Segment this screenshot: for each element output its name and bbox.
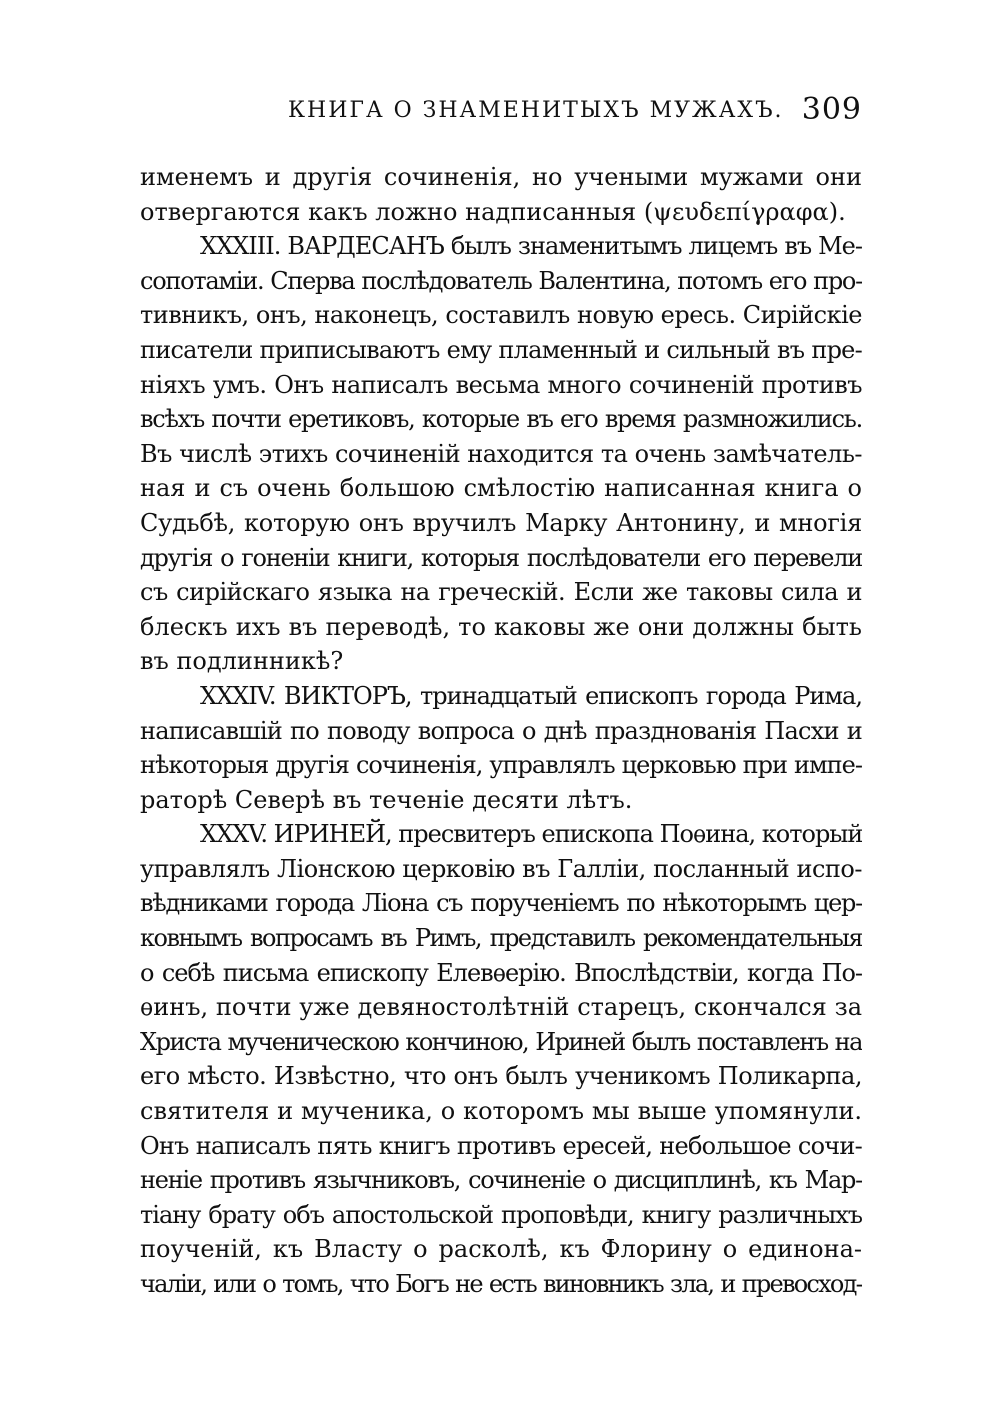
text-line: въ подлинникѣ? <box>140 647 344 676</box>
page-header <box>140 92 870 132</box>
text-line: вѣдниками города Ліона съ порученіемъ по нѣкоторымъ цер- <box>140 889 862 918</box>
text-line: Въ числѣ этихъ сочиненій находится та очень замѣчатель- <box>140 439 862 468</box>
text-line: Судьбѣ, которую онъ вручилъ Марку Антонину, и многія <box>140 508 862 537</box>
text-line: чаліи, или о томъ, что Богъ не есть виновникъ зла, и превосход- <box>140 1270 862 1298</box>
section-heading-line: XXXIV. ВИКТОРЪ, тринадцатый епископъ города Рима, <box>200 681 862 710</box>
text-line: управлялъ Ліонскою церковію въ Галліи, посланный испо- <box>140 854 862 883</box>
text-line: нѣкоторыя другія сочиненія, управлялъ церковью при импе- <box>140 751 862 780</box>
text-line: именемъ и другія сочиненія, но учеными мужами они <box>140 163 862 191</box>
section-heading-line: XXXV. ИРИНЕЙ, пресвитеръ епископа Поѳина, который <box>200 820 862 849</box>
text-line: съ сирійскаго языка на греческій. Если же таковы сила и <box>140 578 862 607</box>
text-line: неніе противъ язычниковъ, сочиненіе о дисциплинѣ, къ Мар- <box>140 1166 862 1195</box>
text-line: всѣхъ почти еретиковъ, которые въ его время размножились. <box>140 405 862 434</box>
text-line: сопотаміи. Сперва послѣдователь Валентина, потомъ его про- <box>140 266 862 295</box>
text-line: тивникъ, онъ, наконецъ, составилъ новую ересь. Сирійскіе <box>140 301 862 330</box>
text-line: написавшій по поводу вопроса о днѣ празднованія Пасхи и <box>140 716 862 745</box>
text-line: другія о гоненіи книги, которыя послѣдователи его перевели <box>140 543 862 572</box>
text-line: писатели приписываютъ ему пламенный и сильный въ пре- <box>140 335 862 364</box>
text-line: поученій, къ Власту о расколѣ, къ Флорину о единона- <box>140 1235 862 1264</box>
text-line: Христа мученическою кончиною, Ириней былъ поставленъ на <box>140 1027 862 1056</box>
text-line: о себѣ письма епископу Елевѳерію. Впослѣдствіи, когда По- <box>140 958 862 987</box>
text-line: раторѣ Северѣ въ теченіе десяти лѣтъ. <box>140 785 633 814</box>
text-line: блескъ ихъ въ переводѣ, то каковы же они должны быть <box>140 612 862 641</box>
text-line: святителя и мученика, о которомъ мы выше упомянули. <box>140 1097 862 1126</box>
page-number: 309 <box>801 92 862 127</box>
text-line: тіану брату объ апостольской проповѣди, книгу различныхъ <box>140 1200 862 1229</box>
section-heading-line: XXXIII. ВАРДЕСАНЪ былъ знаменитымъ лицемъ въ Ме- <box>200 232 862 261</box>
body-text <box>140 160 862 1302</box>
text-line: ковнымъ вопросамъ въ Римъ, представилъ рекомендательныя <box>140 924 862 953</box>
text-line: отвергаются какъ ложно надписанныя (ψευδεπίγραφα). <box>140 197 846 226</box>
text-line: ніяхъ умъ. Онъ написалъ весьма много сочиненій противъ <box>140 370 862 399</box>
text-line: ѳинъ, почти уже девяностолѣтній старецъ, скончался за <box>140 993 862 1022</box>
text-line: Онъ написалъ пять книгъ противъ ересей, небольшое сочи- <box>140 1131 862 1160</box>
text-line: ная и съ очень большою смѣлостію написанная книга о <box>140 474 862 503</box>
running-title: КНИГА О ЗНАМЕНИТЫХЪ МУЖАХЪ. <box>288 98 784 123</box>
text-line: его мѣсто. Извѣстно, что онъ былъ ученикомъ Поликарпа, <box>140 1062 862 1091</box>
